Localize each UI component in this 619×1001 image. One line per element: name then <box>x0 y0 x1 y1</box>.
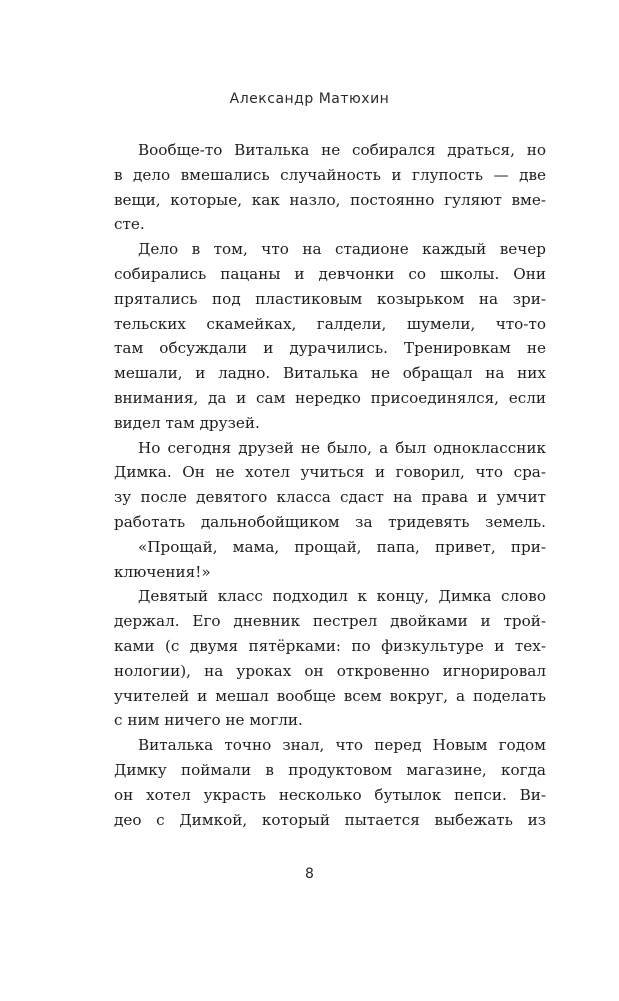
text-line: собирались пацаны и девчонки со школы. Они <box>114 264 546 283</box>
text-line: ключения!» <box>114 562 211 581</box>
text-line: део с Димкой, который пытается выбежать из <box>114 810 546 829</box>
text-line: там обсуждали и дурачились. Тренировкам не <box>114 339 546 358</box>
text-line: Димка. Он не хотел учиться и говорил, что сра- <box>114 463 546 482</box>
text-line: тельских скамейках, галдели, шумели, что-то <box>114 314 546 333</box>
text-line: внимания, да и сам нередко присоединялся, если <box>114 388 546 407</box>
text-line: зу после девятого класса сдаст на права и умчит <box>114 488 546 507</box>
text-line: мешали, и ладно. Виталька не обращал на них <box>114 364 546 383</box>
text-line: нологии), на уроках он откровенно игнорировал <box>114 661 546 680</box>
running-header: Александр Матюхин <box>229 91 390 107</box>
page-body-text <box>114 138 546 832</box>
text-line: Виталька точно знал, что перед Новым годом <box>138 736 546 755</box>
text-line: Девятый класс подходил к концу, Димка слово <box>138 587 546 606</box>
text-line: «Прощай, мама, прощай, папа, привет, при- <box>138 537 546 556</box>
text-line: в дело вмешались случайность и глупость — две <box>114 165 546 184</box>
text-line: Но сегодня друзей не было, а был одноклассник <box>138 438 546 457</box>
text-line: вещи, которые, как назло, постоянно гуляют вме- <box>114 190 546 209</box>
text-line: работать дальнобойщиком за тридевять земель. <box>114 512 546 531</box>
text-line: прятались под пластиковым козырьком на зри- <box>114 289 546 308</box>
text-line: Дело в том, что на стадионе каждый вечер <box>138 240 546 259</box>
text-line: сте. <box>114 215 145 234</box>
text-line: видел там друзей. <box>114 413 260 432</box>
text-line: ками (с двумя пятёрками: по физкультуре и тех- <box>114 636 546 655</box>
text-line: он хотел украсть несколько бутылок пепси. Ви- <box>114 785 546 804</box>
text-line: Вообще-то Виталька не собирался драться, но <box>138 141 546 159</box>
text-line: Димку поймали в продуктовом магазине, когда <box>114 760 546 779</box>
text-line: учителей и мешал вообще всем вокруг, а поделать <box>114 686 546 705</box>
page-number: 8 <box>305 866 314 882</box>
text-line: с ним ничего не могли. <box>114 711 303 730</box>
text-line: держал. Его дневник пестрел двойками и трой- <box>114 612 546 631</box>
